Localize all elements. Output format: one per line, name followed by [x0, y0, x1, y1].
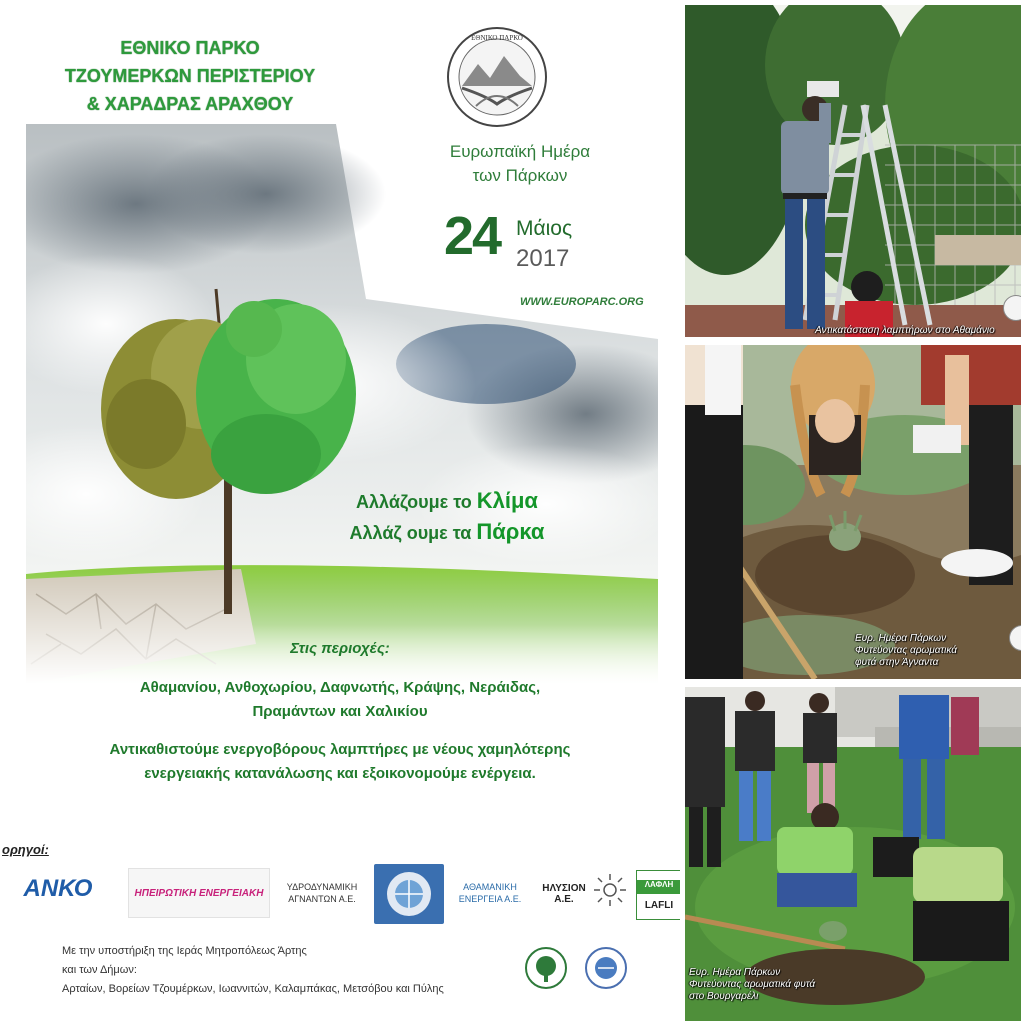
- sponsors-label: ορηγοί:: [2, 842, 49, 857]
- action-line-2: ενεργειακής κατανάλωσης και εξοικονομούμε ενέργεια.: [144, 765, 536, 782]
- photo-2-caption-line-1: Ευρ. Ημέρα Πάρκων: [855, 633, 947, 644]
- sponsor-anko-logo: ΑΝΚΟ: [23, 875, 93, 902]
- photo-3-caption-line-1: Ευρ. Ημέρα Πάρκων: [689, 967, 781, 978]
- action-statement: [0, 738, 680, 786]
- sponsor-ydrodynamiki-line-2: ΑΓΝΑΝΤΩΝ Α.Ε.: [288, 894, 356, 904]
- sponsor-ydrodynamiki-line-1: ΥΔΡΟΔΥΝΑΜΙΚΗ: [286, 882, 358, 892]
- areas-line-2: Πραμάντων και Χαλικίου: [252, 703, 428, 720]
- sun-rays-icon: [592, 872, 628, 908]
- photo-2-caption-line-2: Φυτεύοντας αρωματικά: [855, 645, 957, 656]
- slogan-line-1-emphasis: Κλίμα: [476, 488, 538, 513]
- photo-lamp-replacement: [684, 4, 1022, 338]
- sponsor-athamaniki-line-2: ΕΝΕΡΓΕΙΑ Α.Ε.: [458, 894, 522, 904]
- sponsor-round-emblem-logo: [374, 864, 444, 924]
- sponsor-lafli-logo: [636, 870, 680, 920]
- photo-3-caption: [689, 967, 815, 1003]
- photo-3-caption-line-3: στο Βουργαρέλι: [689, 991, 759, 1002]
- photo-1-watermark-logo: [1003, 295, 1022, 321]
- park-title: [40, 34, 340, 118]
- sponsor-lafli-name: LAFLI: [644, 899, 674, 911]
- support-line-3: Αρταίων, Βορείων Τζουμέρκων, Ιωαννιτών, Καλαμπάκας, Μετσόβου και Πύλης: [62, 983, 444, 995]
- sponsor-athamaniki-line-1: ΑΘΑΜΑΝΙΚΗ: [463, 882, 517, 892]
- date-month: Μάιος: [516, 217, 573, 240]
- climate-illustration: [26, 124, 658, 684]
- action-line-1: Αντικαθιστούμε ενεργοβόρους λαμπτήρες με νέους χαμηλότερης: [109, 741, 571, 758]
- slogan-line-1-prefix: Αλλάζουμε το: [356, 492, 477, 512]
- photo-2-caption-line-3: φυτά στην Άγναντα: [855, 657, 939, 668]
- europarc-url[interactable]: WWW.EUROPARC.ORG: [520, 296, 644, 308]
- slogan-line-2-prefix: Αλλάζ ουμε τα: [349, 523, 477, 543]
- national-park-seal-logo: [446, 26, 548, 128]
- date-day-number: 24: [444, 206, 501, 266]
- day-title-line-1: Ευρωπαϊκή Ημέρα: [449, 142, 591, 161]
- support-line-2: και των Δήμων:: [62, 964, 137, 976]
- photo-3-caption-line-2: Φυτεύοντας αρωματικά φυτά: [689, 979, 816, 990]
- park-title-line-2: ΤΖΟΥΜΕΡΚΩΝ ΠΕΡΙΣΤΕΡΙΟΥ: [64, 66, 316, 86]
- park-tree-emblem-icon: [524, 946, 568, 990]
- areas-list: [0, 676, 680, 724]
- photo-2-caption: [855, 633, 957, 669]
- seal-top-text: ΕΘΝΙΚΟ ΠΑΡΚΟ: [471, 34, 523, 42]
- photo-planting-agnanta: [684, 344, 1022, 680]
- planting-agnanta-scene: [685, 345, 1021, 679]
- park-title-line-3: & ΧΑΡΑΔΡΑΣ ΑΡΑΧΘΟΥ: [86, 94, 294, 114]
- sponsor-lafli-top: ΛΑΦΛΗ: [637, 880, 680, 894]
- support-text: [62, 942, 522, 999]
- areas-label: Στις περιοχές:: [290, 640, 390, 657]
- lamp-replacement-scene: [685, 5, 1021, 337]
- sponsor-athamaniki-logo: [454, 878, 526, 908]
- photo-1-caption: Αντικατάσταση λαμπτήρων στο Αθαμάνιο: [815, 325, 995, 336]
- europarc-emblem-icon: [584, 946, 628, 990]
- slogan: [312, 486, 582, 548]
- globe-icon: [384, 869, 434, 919]
- day-title-line-2: των Πάρκων: [472, 166, 568, 185]
- date-year: 2017: [516, 245, 570, 272]
- park-title-line-1: ΕΘΝΙΚΟ ΠΑΡΚΟ: [120, 38, 260, 58]
- sponsor-ydrodynamiki-logo: [280, 878, 364, 908]
- slogan-line-2-emphasis: Πάρκα: [476, 519, 545, 544]
- areas-line-1: Αθαμανίου, Ανθοχωρίου, Δαφνωτής, Κράψης, Νεράιδας,: [139, 679, 541, 696]
- support-line-1: Με την υποστήριξη της Ιεράς Μητροπόλεως Άρτης: [62, 945, 307, 957]
- sponsor-ilysion-logo: ΗΛΥΣΙΟΝ Α.Ε.: [542, 883, 586, 905]
- sponsor-ipirotiki-logo: ΗΠΕΙΡΩΤΙΚΗ ΕΝΕΡΓΕΙΑΚΗ: [128, 868, 270, 918]
- photo-planting-vourgareli: [684, 686, 1022, 1022]
